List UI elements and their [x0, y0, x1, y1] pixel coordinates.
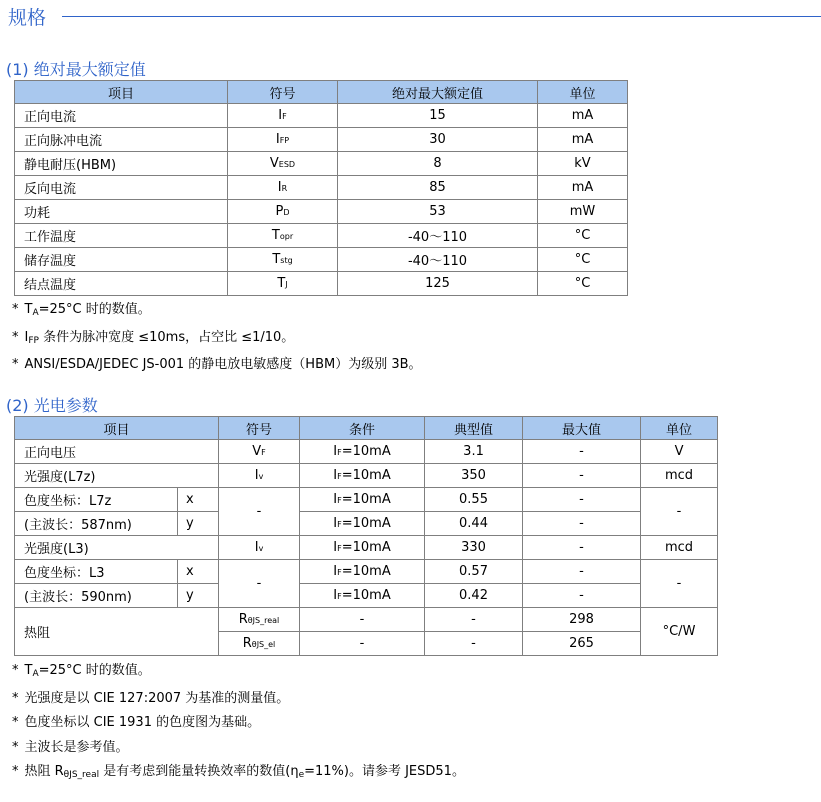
table-row — [15, 464, 718, 488]
unit-cell: - — [641, 488, 718, 536]
typical-cell: 330 — [425, 536, 523, 560]
condition-cell: IF=10mA — [300, 440, 425, 464]
symbol-cell: - — [219, 488, 300, 536]
header-condition: 条件 — [300, 417, 425, 440]
symbol-cell: IR — [228, 176, 338, 200]
condition-cell: IF=10mA — [300, 464, 425, 488]
item-cell: (主波长：587nm) — [15, 512, 178, 536]
unit-cell: °C/W — [641, 608, 718, 656]
max-cell: - — [523, 512, 641, 536]
table-row — [15, 152, 628, 176]
symbol-cell: IF — [228, 104, 338, 128]
max-cell: - — [523, 440, 641, 464]
section1-notes — [12, 298, 422, 378]
condition-cell: IF=10mA — [300, 560, 425, 584]
typical-cell: 350 — [425, 464, 523, 488]
max-cell: - — [523, 464, 641, 488]
value-cell: -40～110 — [338, 248, 538, 272]
header-symbol: 符号 — [228, 81, 338, 104]
header-unit: 单位 — [641, 417, 718, 440]
unit-cell: - — [641, 560, 718, 608]
table-row — [15, 176, 628, 200]
item-cell: 热阻 — [15, 608, 219, 656]
item-cell: (主波长：590nm) — [15, 584, 178, 608]
table-header-row — [15, 417, 718, 440]
section2-notes — [12, 659, 465, 788]
unit-cell: mcd — [641, 464, 718, 488]
page-title: 规格 — [8, 7, 47, 29]
typical-cell: 3.1 — [425, 440, 523, 464]
item-cell: 结点温度 — [15, 272, 228, 296]
typical-cell: 0.55 — [425, 488, 523, 512]
symbol-cell: RθJS_el — [219, 632, 300, 656]
table-row — [15, 128, 628, 152]
table-row — [15, 104, 628, 128]
symbol-cell: - — [219, 560, 300, 608]
symbol-cell: PD — [228, 200, 338, 224]
note: * 光强度是以 CIE 127:2007 为基准的测量值。 — [12, 690, 290, 706]
condition-cell: IF=10mA — [300, 584, 425, 608]
unit-cell: V — [641, 440, 718, 464]
item-cell: 正向电流 — [15, 104, 228, 128]
table-row — [15, 584, 718, 608]
max-cell: 298 — [523, 608, 641, 632]
value-cell: 15 — [338, 104, 538, 128]
unit-cell: mW — [538, 200, 628, 224]
optical-electrical-table — [14, 416, 718, 656]
table-row — [15, 272, 628, 296]
item-cell: 反向电流 — [15, 176, 228, 200]
symbol-cell: Tstg — [228, 248, 338, 272]
symbol-cell: VF — [219, 440, 300, 464]
table-row — [15, 608, 718, 632]
note: * IFP 条件为脉冲宽度 ≤10ms，占空比 ≤1/10。 — [12, 329, 295, 346]
table-row — [15, 224, 628, 248]
value-cell: 85 — [338, 176, 538, 200]
table-header-row — [15, 81, 628, 104]
axis-cell: x — [178, 488, 219, 512]
typical-cell: 0.44 — [425, 512, 523, 536]
title-divider — [62, 16, 821, 17]
max-cell: - — [523, 560, 641, 584]
symbol-cell: Topr — [228, 224, 338, 248]
item-cell: 静电耐压(HBM) — [15, 152, 228, 176]
unit-cell: mA — [538, 104, 628, 128]
note: * ANSI/ESDA/JEDEC JS-001 的静电放电敏感度（HBM）为级别 3B。 — [12, 357, 422, 372]
table-row — [15, 512, 718, 536]
item-cell: 正向电压 — [15, 440, 219, 464]
absolute-max-ratings-table — [14, 80, 628, 296]
symbol-cell: Iv — [219, 536, 300, 560]
header-unit: 单位 — [538, 81, 628, 104]
item-cell: 功耗 — [15, 200, 228, 224]
header-max: 最大值 — [523, 417, 641, 440]
condition-cell: IF=10mA — [300, 512, 425, 536]
table-row — [15, 200, 628, 224]
condition-cell: - — [300, 608, 425, 632]
symbol-cell: IFP — [228, 128, 338, 152]
section1-title: (1) 绝对最大额定值 — [6, 60, 146, 79]
section2-title: (2) 光电参数 — [6, 396, 98, 415]
symbol-cell: RθJS_real — [219, 608, 300, 632]
symbol-cell: Iv — [219, 464, 300, 488]
item-cell: 工作温度 — [15, 224, 228, 248]
item-cell: 正向脉冲电流 — [15, 128, 228, 152]
unit-cell: °C — [538, 272, 628, 296]
header-symbol: 符号 — [219, 417, 300, 440]
unit-cell: °C — [538, 224, 628, 248]
unit-cell: mA — [538, 128, 628, 152]
value-cell: 8 — [338, 152, 538, 176]
table-row — [15, 488, 718, 512]
max-cell: - — [523, 536, 641, 560]
note: * TA=25°C 时的数值。 — [12, 302, 151, 318]
typical-cell: - — [425, 632, 523, 656]
note: * 热阻 RθJS_real 是有考虑到能量转换效率的数值(ηe=11%)。请参考 JESD51。 — [12, 764, 465, 780]
typical-cell: - — [425, 608, 523, 632]
unit-cell: mcd — [641, 536, 718, 560]
item-cell: 光强度(L3) — [15, 536, 219, 560]
table-row — [15, 536, 718, 560]
table-row — [15, 440, 718, 464]
unit-cell: °C — [538, 248, 628, 272]
item-cell: 色度坐标：L7z — [15, 488, 178, 512]
condition-cell: IF=10mA — [300, 536, 425, 560]
header-item: 项目 — [15, 81, 228, 104]
unit-cell: kV — [538, 152, 628, 176]
item-cell: 色度坐标：L3 — [15, 560, 178, 584]
value-cell: -40～110 — [338, 224, 538, 248]
value-cell: 125 — [338, 272, 538, 296]
table-row — [15, 560, 718, 584]
header-rating: 绝对最大额定值 — [338, 81, 538, 104]
note: * 主波长是参考值。 — [12, 739, 129, 755]
typical-cell: 0.57 — [425, 560, 523, 584]
unit-cell: mA — [538, 176, 628, 200]
symbol-cell: VESD — [228, 152, 338, 176]
note: * 色度坐标以 CIE 1931 的色度图为基础。 — [12, 715, 261, 730]
value-cell: 30 — [338, 128, 538, 152]
condition-cell: IF=10mA — [300, 488, 425, 512]
table-row — [15, 248, 628, 272]
typical-cell: 0.42 — [425, 584, 523, 608]
condition-cell: - — [300, 632, 425, 656]
symbol-cell: TJ — [228, 272, 338, 296]
max-cell: - — [523, 584, 641, 608]
axis-cell: y — [178, 512, 219, 536]
axis-cell: y — [178, 584, 219, 608]
header-typical: 典型值 — [425, 417, 523, 440]
note: * TA=25°C 时的数值。 — [12, 663, 151, 679]
header-item: 项目 — [15, 417, 219, 440]
max-cell: - — [523, 488, 641, 512]
item-cell: 储存温度 — [15, 248, 228, 272]
axis-cell: x — [178, 560, 219, 584]
max-cell: 265 — [523, 632, 641, 656]
item-cell: 光强度(L7z) — [15, 464, 219, 488]
value-cell: 53 — [338, 200, 538, 224]
